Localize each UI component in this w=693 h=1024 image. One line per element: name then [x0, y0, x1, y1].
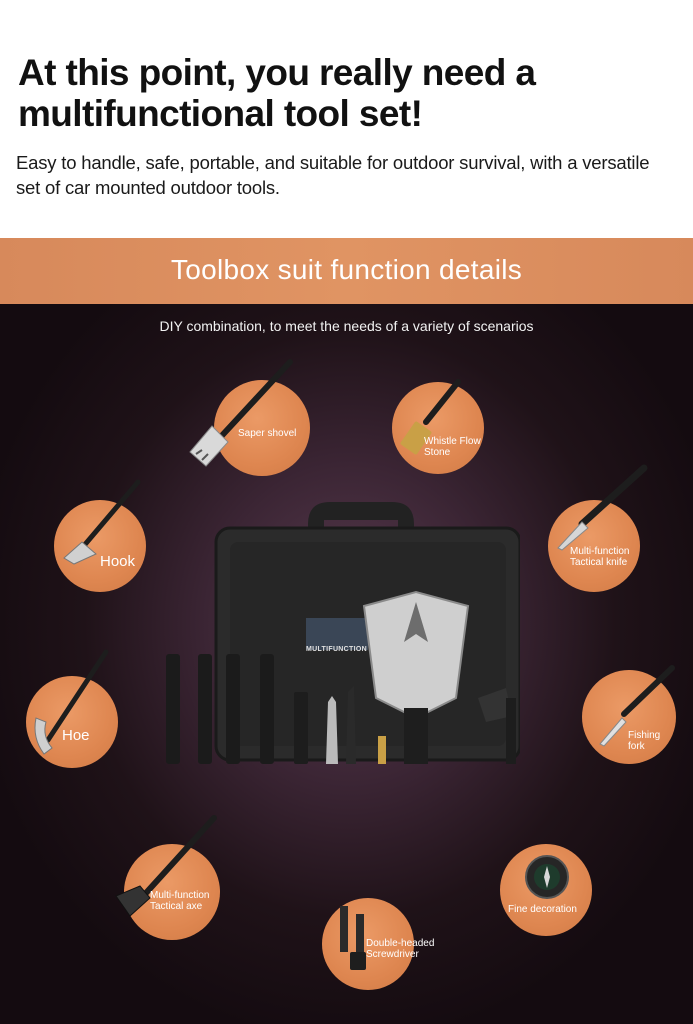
- compass-icon: [524, 854, 570, 900]
- label-compass: Fine decoration: [508, 904, 577, 915]
- knife-icon: [552, 464, 652, 554]
- section-banner: [0, 238, 693, 304]
- label-knife: Multi-function Tactical knife: [570, 546, 630, 568]
- case-label: MULTIFUNCTION: [306, 646, 367, 653]
- shovel-icon: [186, 356, 306, 472]
- label-whistle: Whistle Flow Stone: [424, 436, 481, 458]
- label-screwdriver: Double-headed Screwdriver: [366, 938, 435, 960]
- label-hoe: Hoe: [62, 727, 90, 744]
- label-hook: Hook: [100, 553, 136, 570]
- label-shovel: Saper shovel: [238, 428, 297, 439]
- label-axe: Multi-function Tactical axe: [150, 890, 210, 912]
- headline: At this point, you really need a multifunctional tool set!: [18, 52, 536, 134]
- intro-section: [0, 0, 693, 238]
- tool-showcase: [0, 304, 693, 1024]
- label-fork: Fishing fork: [628, 730, 661, 752]
- showcase-subtitle: DIY combination, to meet the needs of a variety of scenarios: [159, 318, 534, 334]
- subheadline: Easy to handle, safe, portable, and suitable for outdoor survival, with a versatile set of car mounted outdoor tools.: [16, 152, 650, 198]
- banner-title: Toolbox suit function details: [170, 254, 523, 285]
